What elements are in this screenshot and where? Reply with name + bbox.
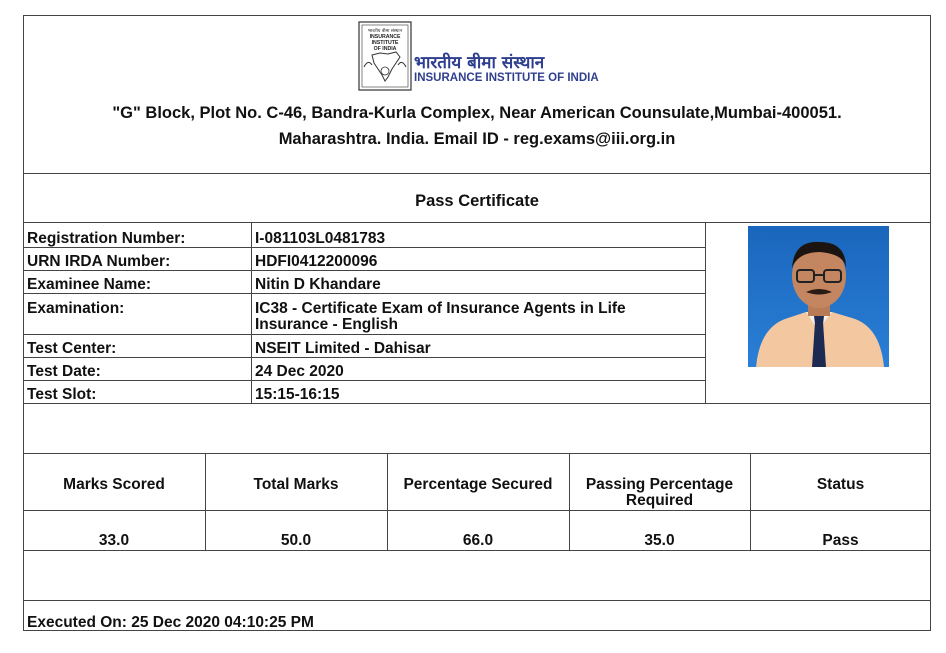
- test-center-label: Test Center:: [27, 340, 117, 357]
- passing-percentage-value: 35.0: [644, 532, 675, 549]
- percentage-secured-header: Percentage Secured: [403, 476, 553, 493]
- marks-scored-header: Marks Scored: [63, 476, 165, 493]
- divider: [251, 222, 252, 403]
- examinee-name-label: Examinee Name:: [27, 276, 152, 293]
- passing-percentage-header: Passing Percentage: [585, 476, 734, 493]
- address-line-2: Maharashtra. India. Email ID - reg.exams@iii.org.in: [278, 130, 676, 148]
- divider: [23, 403, 931, 404]
- test-date-value: 24 Dec 2020: [255, 363, 344, 380]
- examination-value-line-2: Insurance - English: [255, 316, 398, 333]
- svg-text:OF INDIA: OF INDIA: [373, 46, 397, 52]
- divider: [23, 173, 931, 174]
- test-center-value: NSEIT Limited - Dahisar: [255, 340, 431, 357]
- urn-irda-value: HDFI0412200096: [255, 253, 378, 270]
- divider: [23, 453, 931, 454]
- svg-text:INSTITUTE: INSTITUTE: [371, 40, 399, 46]
- divider: [23, 510, 931, 511]
- logo-seal-icon: [358, 21, 412, 91]
- test-slot-value: 15:15-16:15: [255, 386, 340, 403]
- percentage-secured-value: 66.0: [462, 532, 494, 549]
- marks-scored-value: 33.0: [98, 532, 130, 549]
- status-value: Pass: [822, 532, 859, 549]
- total-marks-header: Total Marks: [253, 476, 339, 493]
- executed-on-text: Executed On: 25 Dec 2020 04:10:25 PM: [27, 614, 314, 631]
- examinee-photo: [748, 226, 889, 367]
- logo-english-text: INSURANCE INSTITUTE OF INDIA: [414, 72, 599, 84]
- institute-logo: [358, 21, 412, 91]
- total-marks-value: 50.0: [280, 532, 312, 549]
- registration-number-label: Registration Number:: [27, 230, 186, 247]
- logo-hindi-text: भारतीय बीमा संस्थान: [414, 53, 545, 73]
- examination-label: Examination:: [27, 300, 125, 317]
- divider: [23, 334, 705, 335]
- divider: [23, 550, 931, 551]
- test-slot-label: Test Slot:: [27, 386, 97, 403]
- examinee-name-value: Nitin D Khandare: [255, 276, 381, 293]
- address-line-1: "G" Block, Plot No. C-46, Bandra-Kurla Complex, Near American Counsulate,Mumbai-400051.: [112, 104, 842, 122]
- test-date-label: Test Date:: [27, 363, 101, 380]
- examinee-portrait-image: [748, 226, 889, 367]
- passing-percentage-header-line-2: Required: [625, 492, 694, 509]
- divider: [23, 600, 931, 601]
- registration-number-value: I-081103L0481783: [255, 230, 386, 247]
- examination-value-line-1: IC38 - Certificate Exam of Insurance Agents in Life: [255, 300, 626, 317]
- divider: [23, 380, 705, 381]
- page-title: Pass Certificate: [415, 192, 539, 210]
- status-header: Status: [816, 476, 865, 493]
- divider: [23, 222, 931, 223]
- svg-text:INSURANCE: INSURANCE: [369, 34, 401, 40]
- svg-text:भारतीय बीमा संस्थान: भारतीय बीमा संस्थान: [367, 29, 403, 34]
- divider: [705, 222, 706, 403]
- urn-irda-label: URN IRDA Number:: [27, 253, 171, 270]
